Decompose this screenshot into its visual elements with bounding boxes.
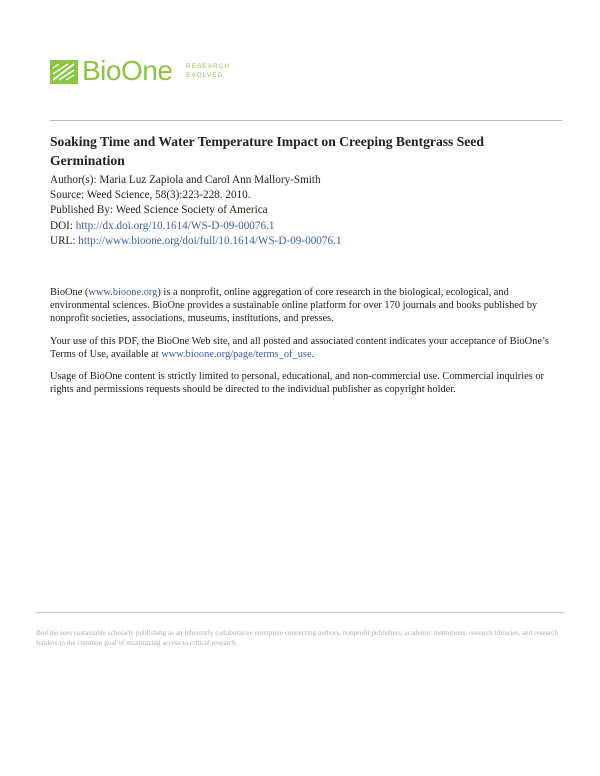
article-publisher: Published By: Weed Science Society of America — [50, 204, 268, 217]
url-label: URL: — [50, 234, 79, 247]
usage-paragraph: Usage of BioOne content is strictly limited to personal, educational, and non-commercial use. Commercial inquiries or rights and permissions requests should be directed to the individual publisher as copyright holder. — [50, 371, 545, 395]
bioone-home-link[interactable]: www.bioone.org — [88, 287, 158, 298]
about-text-start: BioOne ( — [50, 287, 89, 298]
header-divider — [50, 120, 562, 121]
doi-label: DOI: — [50, 219, 76, 232]
logo-tagline-evolved: EVOLVED — [186, 72, 224, 79]
article-source: Source: Weed Science, 58(3):223-228. 2010. — [50, 189, 251, 202]
article-doi — [50, 219, 550, 234]
terms-text-start: Your use of this PDF, the BioOne Web site, and all posted and associated content indicates your acceptance of BioOne’s Terms of Use, available at — [50, 335, 549, 360]
footer-divider — [36, 612, 564, 613]
terms-of-use-link[interactable]: www.bioone.org/page/terms_of_use — [161, 348, 312, 360]
about-text-end: ) is a nonprofit, online aggregation of core research in the biological, ecological, and environmental sciences. BioOne provides a sustainable online platform for over 170 journals and books published by nonprofit societies, associations, museums, institutions, and presses. — [50, 287, 538, 324]
bioone-leaf-icon — [50, 60, 78, 84]
logo-wordmark: BioOne — [82, 55, 173, 86]
bioone-logo — [50, 54, 250, 90]
footer-statement: BioOne sees sustainable scholarly publishing as an inherently collaborative enterprise connecting authors, nonprofit publishers, academic institutions, research libraries, and research funders in the common goal of maximizing access to critical research. — [36, 629, 558, 647]
about-paragraph — [50, 286, 566, 325]
terms-paragraph — [50, 335, 566, 361]
bioone-notice — [50, 286, 566, 406]
logo-tagline-research: RESEARCH — [186, 63, 231, 70]
terms-text-end: . — [311, 348, 315, 360]
article-metadata — [50, 173, 550, 249]
logo-tagline — [186, 62, 230, 80]
article-url — [50, 234, 550, 249]
article-title: Soaking Time and Water Temperature Impact on Creeping Bentgrass Seed Germination — [50, 134, 484, 168]
article-authors: Author(s): Maria Luz Zapiola and Carol Ann Mallory-Smith — [50, 174, 321, 186]
url-link[interactable]: http://www.bioone.org/doi/full/10.1614/WS-D-09-00076.1 — [78, 234, 342, 247]
doi-link[interactable]: http://dx.doi.org/10.1614/WS-D-09-00076.1 — [75, 219, 275, 232]
